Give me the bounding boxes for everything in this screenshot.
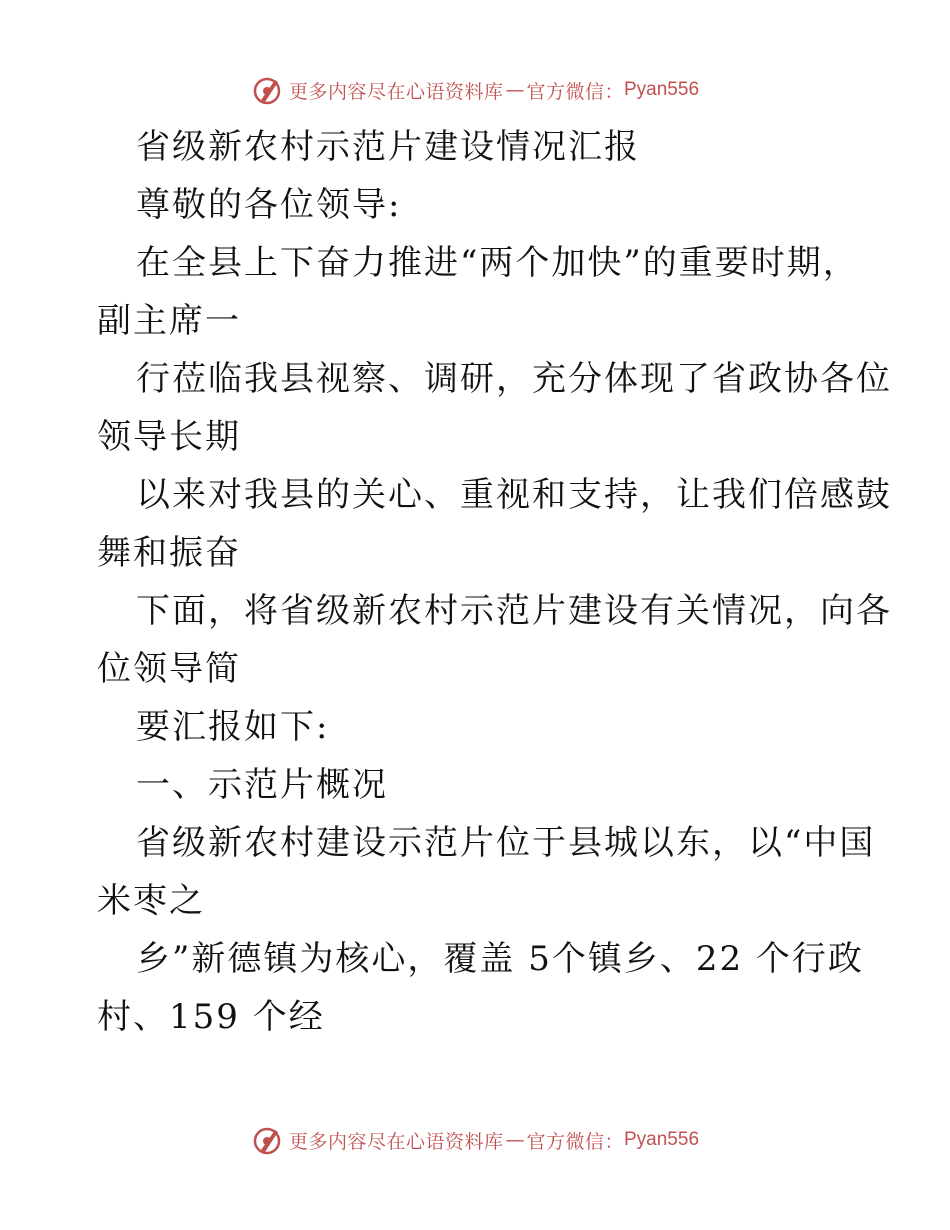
watermark-id: Pyan556: [624, 79, 700, 100]
text-line: 舞和振奋: [97, 533, 241, 573]
watermark-text: 更多内容尽在心语资料库: [288, 80, 504, 103]
text-line: 以来对我县的关心、重视和支持，让我们倍感鼓: [136, 475, 892, 515]
section-heading: 一、示范片概况: [136, 765, 388, 805]
watermark-text: 更多内容尽在心语资料库: [288, 1130, 504, 1153]
text-line: 米枣之: [97, 881, 205, 921]
watermark-separator: —: [505, 1129, 525, 1151]
watermark-id: Pyan556: [624, 1129, 700, 1150]
watermark-separator: —: [505, 79, 525, 101]
text-line: 乡”新德镇为核心，覆盖 5个镇乡、22 个行政: [136, 939, 864, 979]
text-line: 领导长期: [97, 417, 241, 457]
brush-logo-icon: [251, 1124, 283, 1156]
watermark-suffix: 官方微信：: [526, 1130, 624, 1153]
salutation: 尊敬的各位领导:: [136, 185, 402, 225]
text-line: 在全县上下奋力推进“两个加快”的重要时期，: [136, 243, 859, 283]
footer-watermark: [0, 1120, 950, 1160]
document-title: 省级新农村示范片建设情况汇报: [136, 127, 640, 167]
text-line: 副主席一: [97, 301, 241, 341]
brush-logo-icon: [251, 74, 283, 106]
watermark-suffix: 官方微信：: [526, 80, 624, 103]
text-line: 下面，将省级新农村示范片建设有关情况，向各: [136, 591, 892, 631]
document-body: [97, 118, 892, 1046]
header-watermark: [0, 70, 950, 110]
text-line: 村、159 个经: [97, 997, 325, 1037]
text-line: 行莅临我县视察、调研，充分体现了省政协各位: [136, 359, 892, 399]
text-line: 省级新农村建设示范片位于县城以东，以“中国: [136, 823, 876, 863]
text-line: 位领导简: [97, 649, 241, 689]
text-line: 要汇报如下:: [136, 707, 330, 747]
